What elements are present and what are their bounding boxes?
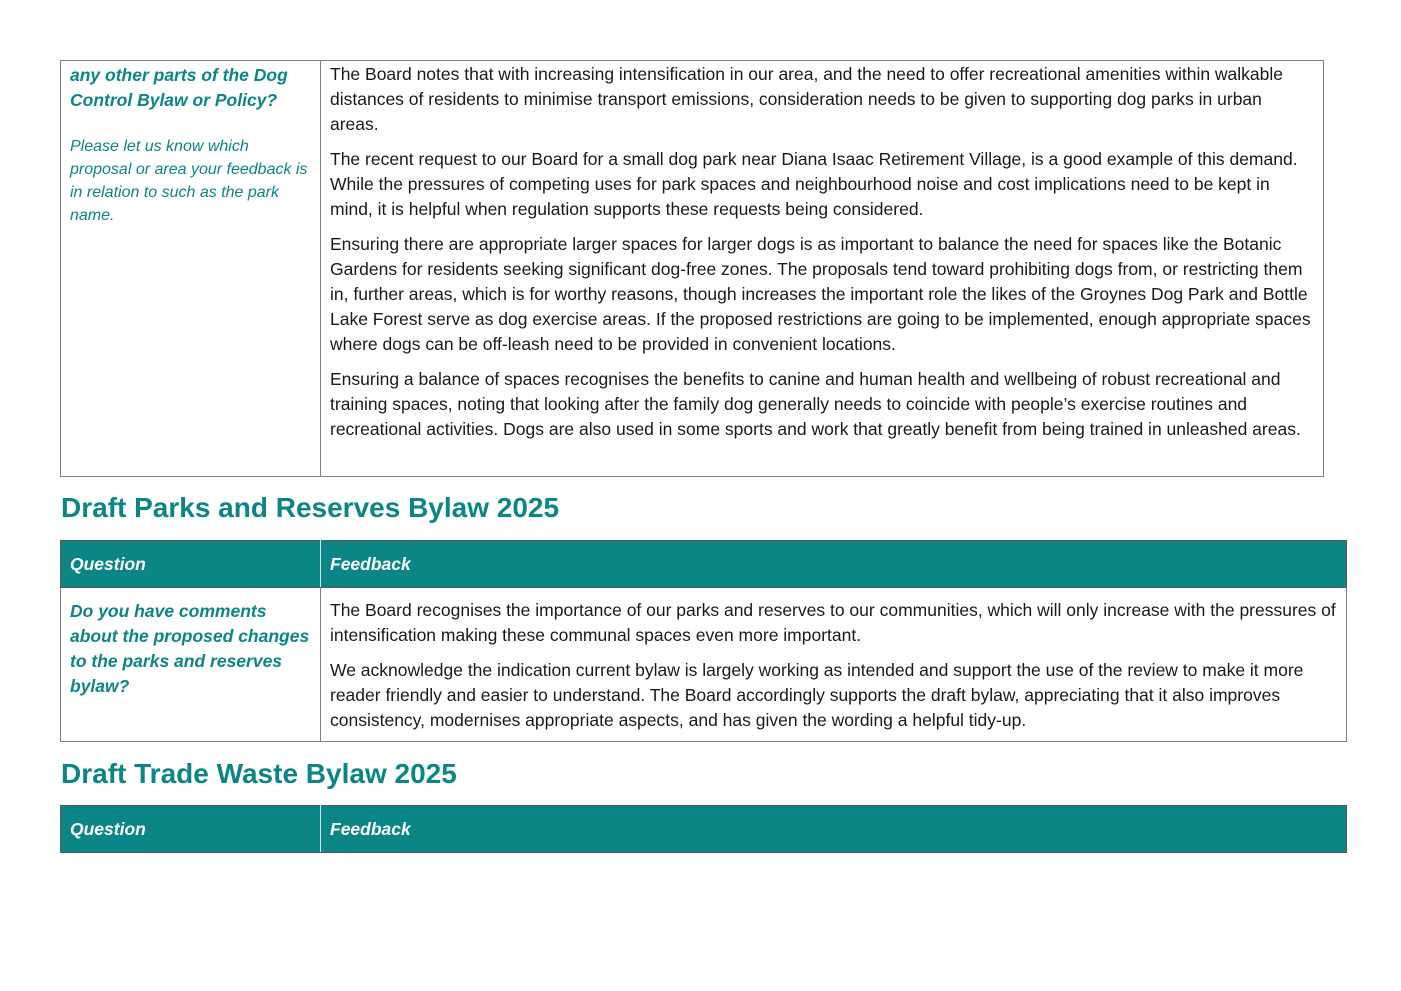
question-cell bbox=[61, 588, 321, 742]
feedback-paragraph: The Board recognises the importance of our parks and reserves to our communities, which will only increase with the pressures of intensification making these communal spaces even more important. bbox=[330, 600, 1336, 645]
column-header-question: Question bbox=[61, 806, 321, 853]
feedback-paragraph: Ensuring there are appropriate larger spaces for larger dogs is as important to balance the need for spaces like the Botanic Gardens for residents seeking significant dog-free zones. The proposals tend toward prohibiting dogs from, or restricting them in, further areas, which is for worthy reasons, though increases the important role the likes of the Groynes Dog Park and Bottle Lake Forest serve as dog exercise areas. If the proposed restrictions are going to be implemented, enough appropriate spaces where dogs can be off-leash need to be provided in convenient locations. bbox=[330, 234, 1311, 354]
column-header-question: Question bbox=[61, 541, 321, 588]
table-header-row bbox=[61, 806, 1347, 853]
feedback-paragraph: We acknowledge the indication current bylaw is largely working as intended and support the use of the review to make it more reader friendly and easier to understand. The Board accordingly supports the draft bylaw, appreciating that it also improves consistency, modernises appropriate aspects, and has given the wording a helpful tidy-up. bbox=[330, 660, 1304, 730]
feedback-cell bbox=[321, 588, 1347, 742]
feedback-paragraph: The recent request to our Board for a small dog park near Diana Isaac Retirement Village, is a good example of this demand. While the pressures of competing uses for park spaces and neighbourhood noise and cost implications need to be kept in mind, it is helpful when regulation supports these requests being considered. bbox=[330, 149, 1298, 219]
question-hint: Please let us know which proposal or area your feedback is in relation to such as the park name. bbox=[70, 138, 308, 224]
feedback-paragraph: The Board notes that with increasing intensification in our area, and the need to offer recreational amenities within walkable distances of residents to minimise transport emissions, consideration needs to be given to supporting dog parks in urban areas. bbox=[330, 64, 1284, 134]
question-cell bbox=[61, 61, 321, 477]
section-heading-parks: Draft Parks and Reserves Bylaw 2025 bbox=[61, 492, 560, 523]
question-text: Do you have comments about the proposed changes to the parks and reserves bylaw? bbox=[70, 601, 310, 696]
dog-control-table bbox=[60, 60, 1324, 477]
parks-reserves-table bbox=[60, 540, 1347, 742]
table-row bbox=[61, 61, 1324, 477]
table-header-row bbox=[61, 541, 1347, 588]
column-header-feedback: Feedback bbox=[321, 541, 1347, 588]
feedback-paragraph: Ensuring a balance of spaces recognises the benefits to canine and human health and wellbeing of robust recreational and training spaces, noting that looking after the family dog generally needs to coincide with people’s exercise routines and recreational activities. Dogs are also used in some sports and work that greatly benefit from being trained in unleashed areas. bbox=[330, 369, 1301, 439]
table-row bbox=[61, 588, 1347, 742]
feedback-cell bbox=[321, 61, 1324, 477]
question-text: any other parts of the Dog Control Bylaw or Policy? bbox=[70, 65, 288, 110]
trade-waste-table bbox=[60, 805, 1347, 853]
section-heading-trade-waste: Draft Trade Waste Bylaw 2025 bbox=[61, 758, 457, 789]
column-header-feedback: Feedback bbox=[321, 806, 1347, 853]
